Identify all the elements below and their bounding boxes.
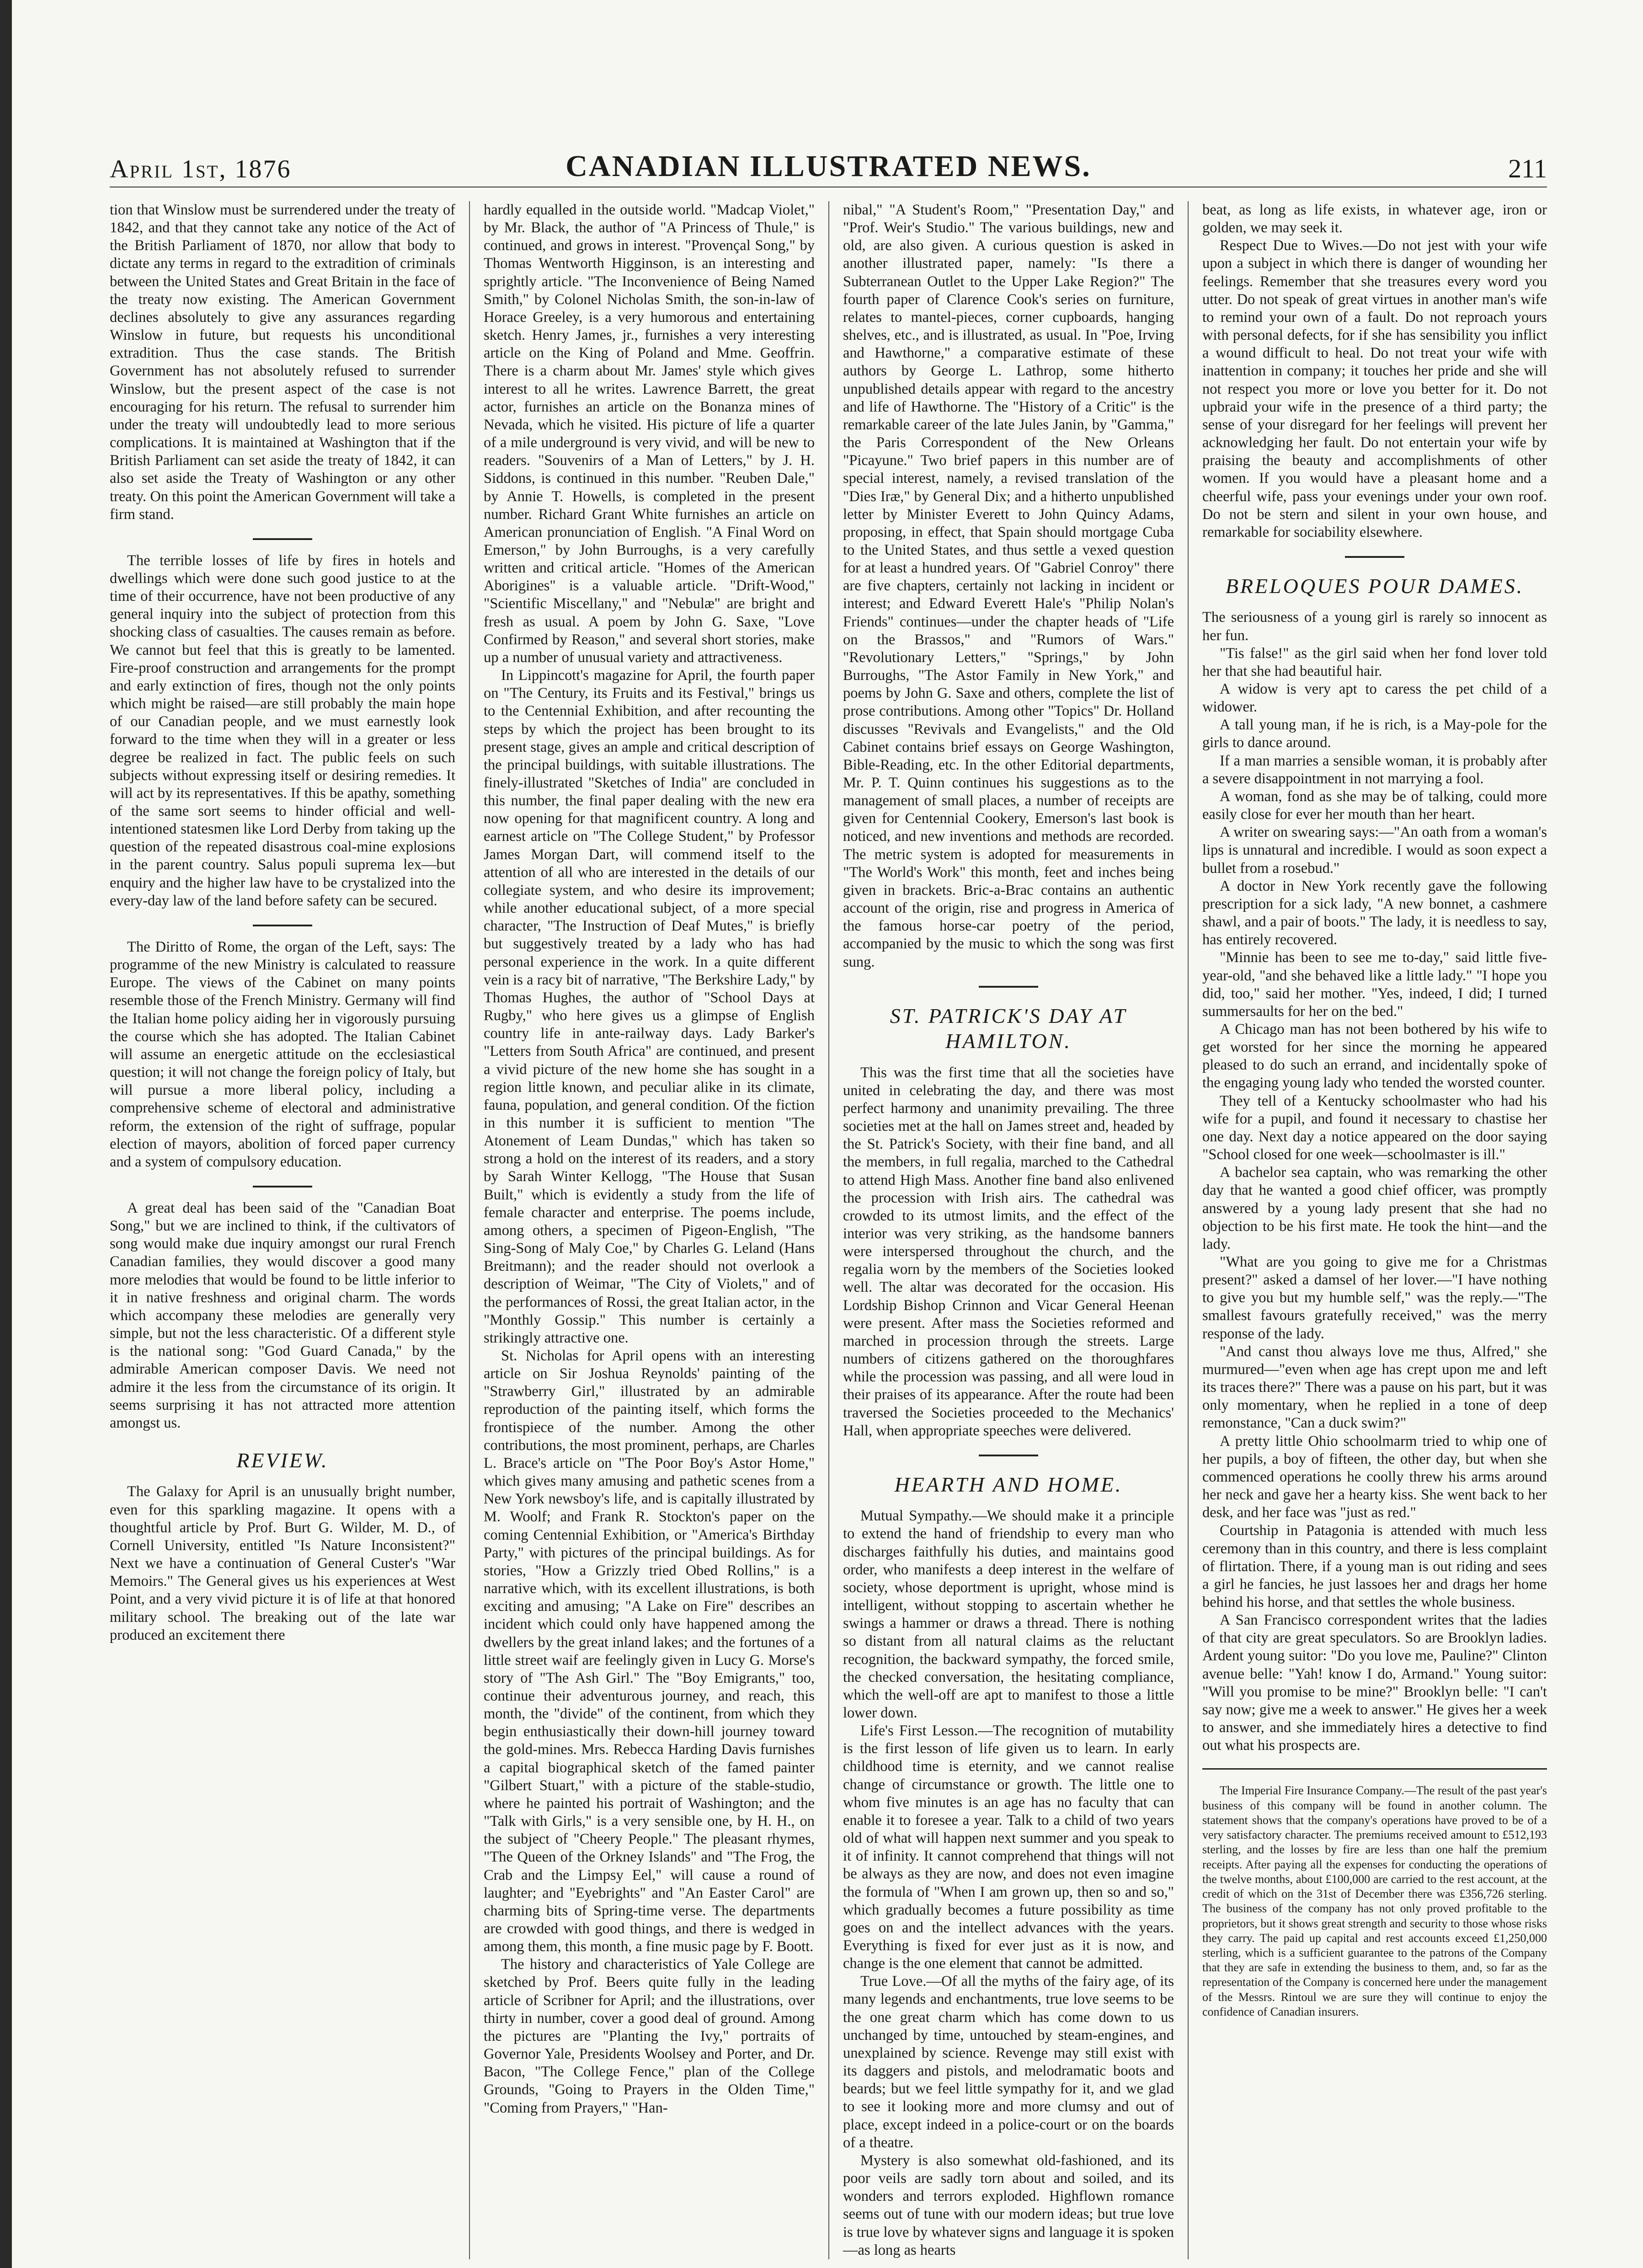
breloque-item: They tell of a Kentucky schoolmaster who had his wife for a pupil, and found it necessary to chastise her one day. Next day a notice appeared on the door saying "School closed for one week—schoolmaster is ill.": [1202, 1092, 1547, 1163]
section-title-hearth-and-home: HEARTH AND HOME.: [894, 1472, 1123, 1496]
separator: [253, 538, 312, 540]
paragraph: Mystery is also somewhat old-fashioned, and its poor veils are sadly torn about and soiled, and its wonders and terrors exploded. Highflown romance seems out of tune with our modern ideas; but true love is true love by whatever signs and language it is spoken—as long as hearts: [843, 2152, 1174, 2258]
masthead-title: CANADIAN ILLUSTRATED NEWS.: [565, 150, 1091, 183]
column-1: [110, 201, 469, 2259]
paragraph: Life's First Lesson.—The recognition of mutability is the first lesson of life given us to learn. In early childhood time is eternity, and we cannot realise change of circumstance or growth. The little one to whom five minutes is an age has no faculty that can enable it to foresee a year. Talk to a child of two years old of what will happen next summer and you speak to it of infinity. It cannot comprehend that things will not be always as they are now, and does not even imagine the formula of "When I am grown up, then so and so," which gradually becomes a future possibility as time goes on and the intellect advances with the years. Everything is fixed for ever just as it is now, and change is the one element that cannot be admitted.: [843, 1722, 1174, 1972]
breloque-item: If a man marries a sensible woman, it is probably after a severe disappointment in not marrying a fool.: [1202, 752, 1547, 787]
breloque-item: "Minnie has been to see me to-day," said little five-year-old, "and she behaved like a little lady." "I hope you did, too," said her mother. "Yes, indeed, I did; I turned summersaults for her on the bed.": [1202, 949, 1547, 1020]
breloque-item: A woman, fond as she may be of talking, could more easily close for ever her mouth than her heart.: [1202, 788, 1547, 823]
breloque-item: A widow is very apt to caress the pet child of a widower.: [1202, 681, 1547, 716]
breloque-item: A pretty little Ohio schoolmarm tried to whip one of her pupils, a boy of fifteen, the other day, but when she commenced operations he coolly threw his arms around her neck and gave her a hearty kiss. She went back to her desk, and her face was "just as red.": [1202, 1433, 1547, 1521]
paragraph: Respect Due to Wives.—Do not jest with your wife upon a subject in which there is danger of wounding her feelings. Remember that she treasures every word you utter. Do not speak of great virtues in another man's wife to remind your own of a fault. Do not reproach yours with personal defects, for if she has sensibility you inflict a wound difficult to heal. Do not treat your wife with inattention in company; it touches her pride and she will not respect you more or love you better for it. Do not upbraid your wife in the presence of a third party; the sense of your disregard for her feelings will prevent her acknowledging her fault. Do not entertain your wife by praising the beauty and accomplishments of other women. If you would have a pleasant home and a cheerful wife, pass your evenings under your own roof. Do not be stern and silent in your own house, and remarkable for sociability elsewhere.: [1202, 237, 1547, 540]
breloque-item: A bachelor sea captain, who was remarking the other day that he wanted a good chief officer, was promptly answered by a young lady present that she had no objection to be his first mate. He took the hint—and the lady.: [1202, 1164, 1547, 1252]
column-2: [469, 201, 828, 2259]
paragraph: The terrible losses of life by fires in hotels and dwellings which were done such good justice to at the time of their occurrence, have not been productive of any general inquiry into the subject of protection from this shocking class of casualties. The causes remain as before. We cannot but feel that this is greatly to be lamented. Fire-proof construction and arrangements for the prompt and early extinction of fires, though not the only points which might be raised—are still probably the main hope of our Canadian people, and we must earnestly look forward to the time when they will in a greater or less degree be realized in fact. The public feels on such subjects without expressing itself or desiring remedies. It will act by its representatives. If this be apathy, something of the same sort seems to hinder official and well-intentioned statesmen like Lord Derby from taking up the question of the repeated disastrous coal-mine explosions in the parent country. Salus populi suprema lex—but enquiry and the higher law have to be crystalized into the every-day law of the land before safety can be secured.: [110, 552, 455, 909]
paragraph: True Love.—Of all the myths of the fairy age, of its many legends and enchantments, true love seems to be the one great charm which has come down to us unchanged by time, untouched by steam-engines, and unexplained by science. Revenge may still exist with its daggers and pistols, and melodramatic boots and beards; but we feel little sympathy for it, and we glad to see it looking more and more clumsy and out of place, except indeed in a police-court or on the boards of a theatre.: [843, 1973, 1174, 2151]
issue-date: April 1st, 1876: [110, 155, 292, 183]
paragraph: In Lippincott's magazine for April, the fourth paper on "The Century, its Fruits and its Festival," brings us to the Centennial Exhibition, and after recounting the steps by which the project has been brought to its present stage, gives an ample and critical description of the principal buildings, with suitable illustrations. The finely-illustrated "Sketches of India" are concluded in this number, the final paper dealing with the new era now opening for that magnificent country. A long and earnest article on "The College Student," by Professor James Morgan Dart, will commend itself to the attention of all who are interested in the details of our collegiate system, and who desire its improvement; while another educational subject, of a more special character, "The Instruction of Deaf Mutes," is briefly but suggestively treated by a lady who has had personal experience in the work. In a quite different vein is a racy bit of narrative, "The Berkshire Lady," by Thomas Hughes, the author of "School Days at Rugby," who here gives us a glimpse of English country life in ante-railway days. Lady Barker's "Letters from South Africa" are continued, and present a vivid picture of the new home she has sought in a region little known, and peculiar alike in its climate, fauna, population, and general condition. Of the fiction in this number it is sufficient to mention "The Atonement of Leam Dundas," which has taken so strong a hold on the interest of its readers, and a story by Sarah Winter Kellogg, "The House that Susan Built," which is evidently a study from the life of female character and enterprise. The poems include, among others, a specimen of Pigeon-English, "The Sing-Song of Maly Coe," by Charles G. Leland (Hans Breitmann); and the reader should not overlook a description of Weimar, "The City of Violets," and of the performances of Rossi, the great Italian actor, in the "Monthly Gossip." This number is certainly a strikingly attractive one.: [484, 667, 815, 1346]
breloque-item: "What are you going to give me for a Christmas present?" asked a damsel of her lover.—"I have nothing to give you but my humble self," was the reply.—"The smallest favours gratefully received," was the merry response of the lady.: [1202, 1254, 1547, 1342]
binding-edge: [0, 0, 12, 2268]
section-title-review: REVIEW.: [236, 1449, 329, 1472]
paragraph: The history and characteristics of Yale College are sketched by Prof. Beers quite fully in the leading article of Scribner for April; and the illustrations, over thirty in number, cover a good deal of ground. Among the pictures are "Planting the Ivy," portraits of Governor Yale, Presidents Woolsey and Porter, and Dr. Bacon, "The College Fence," plan of the College Grounds, "Going to Prayers in the Olden Time," "Coming from Prayers," "Han-: [484, 1956, 815, 2116]
article-columns: [110, 201, 1547, 2258]
breloque-item: Courtship in Patagonia is attended with much less ceremony than in this country, and there is less complaint of flirtation. There, if a young man is out riding and sees a girl he fancies, he just lassoes her and drags her home behind his horse, and that settles the whole business.: [1202, 1522, 1547, 1610]
breloque-item: The seriousness of a young girl is rarely so innocent as her fun.: [1202, 609, 1547, 644]
paragraph: A great deal has been said of the "Canadian Boat Song," but we are inclined to think, if the cultivators of song would make due inquiry amongst our rural French Canadian families, they would discover a good many more melodies that would be found to be little inferior to it in native freshness and original charm. The words which accompany these melodies are generally very simple, but not the less characteristic. Of a different style is the national song: "God Guard Canada," by the admirable American composer Davis. We need not admire it the less from the circumstance of its origin. It seems surprising it has not attracted more attention amongst us.: [110, 1199, 455, 1431]
paragraph: The Galaxy for April is an unusually bright number, even for this sparkling magazine. It opens with a thoughtful article by Prof. Burt G. Wilder, M. D., of Cornell University, entitled "Is Nature Inconsistent?" Next we have a continuation of General Custer's "War Memoirs." The General gives us his experiences at West Point, and a very vivid picture it is of life at that honored military school. The breaking out of the late war produced an excitement there: [110, 1483, 455, 1643]
separator: [979, 986, 1038, 988]
page-number: 211: [1508, 154, 1547, 183]
breloque-item: "Tis false!" as the girl said when her fond lover told her that she had beautiful hair.: [1202, 645, 1547, 679]
breloque-item: A doctor in New York recently gave the following prescription for a sick lady, "A new bonnet, a cashmere shawl, and a pair of boots." The lady, it is needless to say, has entirely recovered.: [1202, 877, 1547, 948]
paragraph: St. Nicholas for April opens with an interesting article on Sir Joshua Reynolds' painting of the "Strawberry Girl," illustrated by an admirable reproduction of the painting itself, which forms the frontispiece of the number. Among the other contributions, the most prominent, perhaps, are Charles L. Brace's article on "The Poor Boy's Astor Home," which gives many amusing and pathetic scenes from a New York newsboy's life, and is capitally illustrated by M. Woolf; and Frank R. Stockton's paper on the coming Centennial Exhibition, or "America's Birthday Party," with pictures of the principal buildings. As for stories, "How a Grizzly tried Obed Rollins," is a narrative which, with its excellent illustrations, is both exciting and amusing; "A Lake on Fire" describes an incident which could only have happened among the dwellers by the great inland lakes; and the fortunes of a little street waif are feelingly given in Lucy G. Morse's story of "The Ash Girl." The "Boy Emigrants," too, continue their adventurous journey, and reach, this month, the "divide" of the continent, from which they begin enthusiastically their down-hill journey toward the gold-mines. Mrs. Rebecca Harding Davis furnishes a capital biographical sketch of the famed painter "Gilbert Stuart," with a picture of the stable-studio, where he painted his portrait of Washington; and the "Talk with Girls," is a very sensible one, by H. H., on the subject of "Cheery People." The pleasant rhymes, "The Queen of the Orkney Islands" and "The Frog, the Crab and the Limpsy Eel," will cause a round of laughter; and "Eyebrights" and "An Easter Carol" are charming bits of Spring-time verse. The departments are crowded with good things, and there is wedged in among them, this month, a fine music page by F. Boott.: [484, 1348, 815, 1955]
breloque-item: A tall young man, if he is rich, is a May-pole for the girls to dance around.: [1202, 717, 1547, 751]
paragraph: Mutual Sympathy.—We should make it a principle to extend the hand of friendship to every man who discharges faithfully his duties, and maintains good order, who manifests a deep interest in the welfare of society, whose deportment is upright, whose mind is intelligent, without stopping to ascertain whether he swings a hammer or draws a thread. There is nothing so distant from all natural claims as the reluctant recognition, the backward sympathy, the forced smile, the checked conversation, the hesitating compliance, which the well-off are apt to manifest to those a little lower down.: [843, 1508, 1174, 1721]
breloque-item: A Chicago man has not been bothered by his wife to get worsted for her since the morning he appeared pleased to do such an errand, and incidentally spoke of the engaging young lady who tended the worsted counter.: [1202, 1021, 1547, 1091]
insurance-notice: The Imperial Fire Insurance Company.—The result of the past year's business of this company will be found in another column. The statement shows that the company's operations have proved to be of a very satisfactory character. The premiums received amount to £512,193 sterling, and the losses by fire are less than one half the premium receipts. After paying all the expenses for conducting the operations of the twelve months, about £100,000 are carried to the rest account, at the credit of which on the 31st of December there was £356,726 sterling. The business of the company has not only proved profitable to the proprietors, but it shows great strength and security to those whose risks they carry. The paid up capital and rest accounts exceed £1,250,000 sterling, which is a sufficient guarantee to the patrons of the Company that they are safe in extending the business to them, and, so far as the representation of the Company is concerned here under the management of the Messrs. Rintoul we are sure they will continue to enjoy the confidence of Canadian insurers.: [1202, 1784, 1547, 2018]
paragraph: hardly equalled in the outside world. "Madcap Violet," by Mr. Black, the author of "A Princess of Thule," is continued, and grows in interest. "Provençal Song," by Thomas Wentworth Higginson, is an interesting and sprightly article. "The Inconvenience of Being Named Smith," by Colonel Nicholas Smith, the son-in-law of Horace Greeley, is a very humorous and entertaining sketch. Henry James, jr., furnishes a very interesting article on the King of Poland and Mme. Geoffrin. There is a charm about Mr. James' style which gives interest to all he writes. Lawrence Barrett, the great actor, furnishes an article on the Bonanza mines of Nevada, which he visited. His picture of life a quarter of a mile underground is very vivid, and will be new to readers. "Souvenirs of a Man of Letters," by J. H. Siddons, is continued in this number. "Reuben Dale," by Annie T. Howells, is completed in the present number. Richard Grant White furnishes an article on American pronunciation of English. "A Final Word on Emerson," by John Burroughs, is a very carefully written and critical article. "Homes of the American Aborigines" is a valuable article. "Drift-Wood," "Scientific Miscellany," and "Nebulæ" are bright and fresh as usual. A poem by John G. Saxe, "Love Confirmed by Reason," and several short stories, make up a number of unusual variety and attractiveness.: [484, 202, 815, 666]
separator: [1345, 556, 1404, 558]
paragraph: nibal," "A Student's Room," "Presentation Day," and "Prof. Weir's Studio." The various buildings, new and old, are also given. A curious question is asked in another illustrated paper, namely: "Is there a Subterranean Outlet to the Upper Lake Region?" The fourth paper of Clarence Cook's series on furniture, relates to mantel-pieces, corner cupboards, hanging shelves, etc., and is illustrated, as usual. In "Poe, Irving and Hawthorne," a comparative estimate of these authors by George L. Lathrop, some hitherto unpublished details appear with regard to the ancestry and life of Hawthorne. The "History of a Critic" is the remarkable career of the late Jules Janin, by "Gamma," the Paris Correspondent of the New Orleans "Picayune." Two brief papers in this number are of special interest, namely, a revised translation of the "Dies Iræ," by General Dix; and a hitherto unpublished letter by Minister Everett to John Quincy Adams, proposing, in effect, that Spain should mortgage Cuba to the United States, and thus settle a vexed question for at least a hundred years. Of "Gabriel Conroy" there are five chapters, certainly not lacking in incident or interest; and Edward Everett Hale's "Philip Nolan's Friends" continues—under the chapter heads of "Life on the Brassos," and "Rumors of Wars." "Revolutionary Letters," "Springs," by John Burroughs, "The Astor Family in New York," and poems by John G. Saxe and others, complete the list of prose contributions. Among other "Topics" Dr. Holland discusses "Revivals and Evangelists," and the Old Cabinet contains brief essays on George Washington, Bible-Reading, etc. In the other Editorial departments, Mr. P. T. Quinn continues his suggestions as to the management of small places, a number of receipts are given for Centennial Cookery, Emerson's last book is noticed, and new inventions and methods are recorded. The metric system is adopted for measurements in "The World's Work" this month, feet and inches being given in brackets. Bric-a-Brac contains an authentic account of the origin, rise and progress in America of the famous horse-car poetry of the period, accompanied by the music to which the song was first sung.: [843, 202, 1174, 970]
paragraph: tion that Winslow must be surrendered under the treaty of 1842, and that they cannot take any notice of the Act of the British Parliament of 1870, nor allow that body to dictate any terms in regard to the extradition of criminals between the United States and Great Britain in the face of the treaty now existing. The American Government declines absolutely to give any assurances regarding Winslow in future, but requests his unconditional extradition. Thus the case stands. The British Government has not absolutely refused to surrender Winslow, but the present aspect of the case is not encouraging for his return. The refusal to surrender him under the treaty will undoubtedly lead to more serious complications. It is maintained at Washington that if the British Parliament can set aside the treaty of 1842, it can also set aside the Treaty of Washington or any other treaty. On this point the American Government will take a firm stand.: [110, 202, 455, 523]
column-3: [828, 201, 1188, 2259]
breloque-item: A San Francisco correspondent writes that the ladies of that city are great speculators. So are Brooklyn ladies. Ardent young suitor: "Do you love me, Pauline?" Clinton avenue belle: "Yah! know I do, Armand." Young suitor: "Will you promise to be mine?" Brooklyn belle: "I can't say now; give me a week to answer." He gives her a week to answer, and she immediately hires a detective to find out what his prospects are.: [1202, 1612, 1547, 1754]
separator: [979, 1455, 1038, 1456]
separator: [1202, 1768, 1547, 1770]
breloque-item: "And canst thou always love me thus, Alfred," she murmured—"even when age has crept upon me and left its traces there?" There was a pause on his part, but it was only momentary, when he replied in a tone of deep remonstance, "Can a duck swim?": [1202, 1343, 1547, 1432]
column-4: [1188, 201, 1547, 2259]
page-header: [110, 137, 1547, 187]
breloque-item: A writer on swearing says:—"An oath from a woman's lips is unnatural and incredible. I would as soon expect a bullet from a rosebud.": [1202, 824, 1547, 877]
paragraph: The Diritto of Rome, the organ of the Left, says: The programme of the new Ministry is calculated to reassure Europe. The views of the Cabinet on many points resemble those of the French Ministry. Germany will find the Italian home policy aiding her in vigorously pursuing the course which she has adopted. The Italian Cabinet will assume an energetic attitude on the ecclesiastical question; it will not change the foreign policy of Italy, but will pursue a more liberal policy, including a comprehensive scheme of electoral and administrative reform, the extension of the right of suffrage, popular election of mayors, abolition of forced paper currency and a system of compulsory education.: [110, 938, 455, 1170]
separator: [253, 1186, 312, 1187]
paragraph: beat, as long as life exists, in whatever age, iron or golden, we may seek it.: [1202, 202, 1547, 236]
section-title-st-patricks-day: ST. PATRICK'S DAY AT HAMILTON.: [890, 1004, 1127, 1053]
section-title-breloques: BRELOQUES POUR DAMES.: [1225, 574, 1524, 598]
separator: [253, 925, 312, 926]
paragraph: This was the first time that all the societies have united in celebrating the day, and there was most perfect harmony and unanimity prevailing. The three societies met at the hall on James street and, headed by the St. Patrick's Society, with their fine band, and all the members, in full regalia, marched to the Cathedral to attend High Mass. Another fine band also enlivened the procession with Irish airs. The cathedral was crowded to its utmost limits, and the effect of the interior was very striking, as the handsome banners were interspersed throughout the church, and the regalia worn by the members of the Societies looked well. The altar was decorated for the occasion. His Lordship Bishop Crinnon and Vicar General Heenan were present. After mass the Societies reformed and marched in procession through the streets. Large numbers of citizens gathered on the thoroughfares while the procession was passing, and all were loud in their praises of its appearance. After the route had been traversed the Societies proceeded to the Mechanics' Hall, when appropriate speeches were delivered.: [843, 1064, 1174, 1439]
